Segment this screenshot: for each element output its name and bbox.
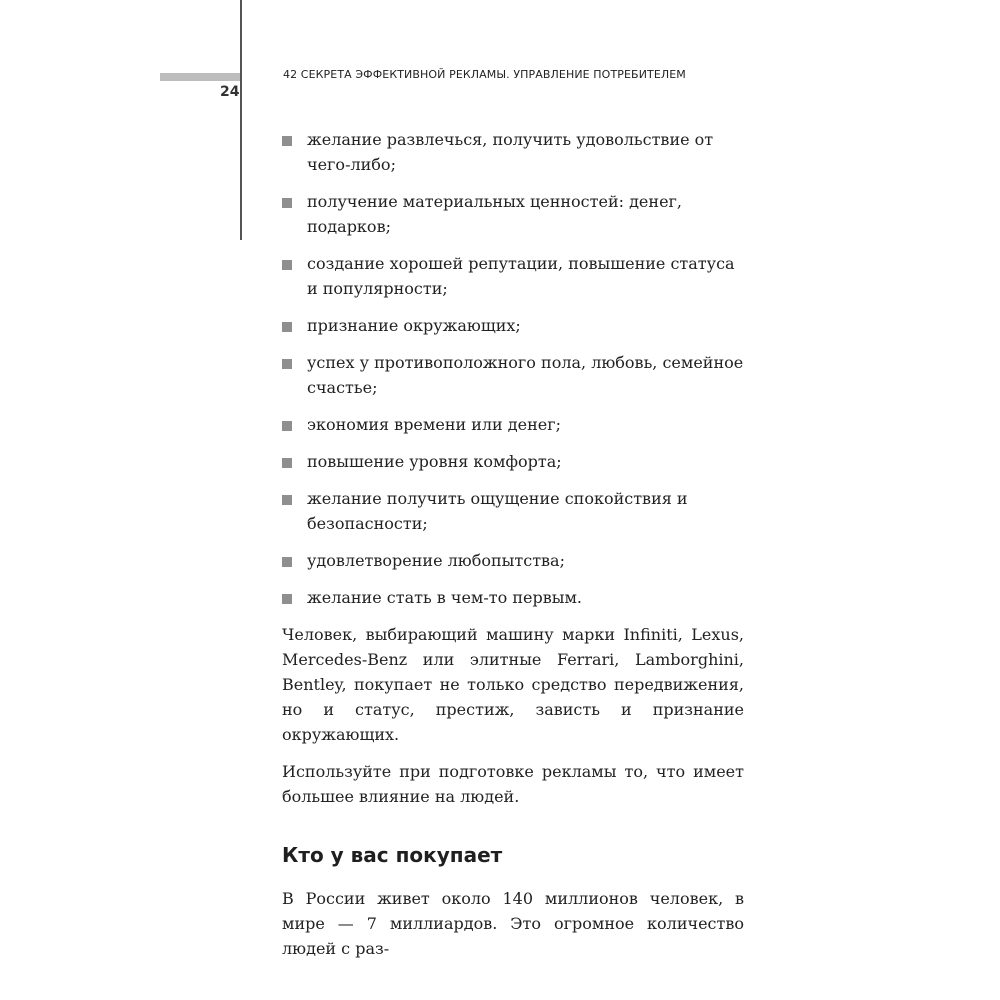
list-item-text: получение материальных ценностей: денег, подарков; [307,192,682,236]
list-item-text: желание развлечься, получить удовольствие от чего-либо; [307,130,714,174]
list-item-text: повышение уровня комфорта; [307,452,562,471]
list-item-text: желание стать в чем-то первым. [307,588,582,607]
paragraph-luxury-cars: Человек, выбирающий машину марки Infiniti, Lexus, Mercedes-Benz или элитные Ferrari, Lamborghini, Bentley, покупает не только средство передвижения, но и статус, престиж, зависть и признание окружающих. [282,625,744,744]
list-item [282,189,744,239]
list-item [282,585,744,610]
square-bullet-icon [282,198,292,208]
list-item [282,313,744,338]
list-item-text: удовлетворение любопытства; [307,551,565,570]
square-bullet-icon [282,421,292,431]
list-item [282,127,744,177]
list-item [282,412,744,437]
page-number-bar [160,73,240,81]
square-bullet-icon [282,594,292,604]
square-bullet-icon [282,359,292,369]
list-item-text: успех у противоположного пола, любовь, семейное счастье; [307,353,744,397]
margin-vertical-rule [240,0,242,240]
square-bullet-icon [282,260,292,270]
square-bullet-icon [282,458,292,468]
list-item [282,548,744,573]
square-bullet-icon [282,495,292,505]
paragraph-advice: Используйте при подготовке рекламы то, что имеет большее влияние на людей. [282,762,744,806]
bullet-list [282,127,744,610]
list-item [282,486,744,536]
list-item [282,350,744,400]
section-heading: Кто у вас покупает [282,843,503,867]
list-item [282,251,744,301]
list-item [282,449,744,474]
list-item-text: экономия времени или денег; [307,415,562,434]
page-number: 24 [220,84,240,100]
list-item-text: желание получить ощущение спокойствия и безопасности; [307,489,688,533]
list-item-text: признание окружающих; [307,316,521,335]
square-bullet-icon [282,557,292,567]
page-body [282,127,744,973]
running-title: 42 СЕКРЕТА ЭФФЕКТИВНОЙ РЕКЛАМЫ. УПРАВЛЕНИЕ ПОТРЕБИТЕЛЕМ [283,68,686,81]
square-bullet-icon [282,136,292,146]
square-bullet-icon [282,322,292,332]
paragraph-population: В России живет около 140 миллионов человек, в мире — 7 миллиардов. Это огромное количество людей с раз- [282,889,744,958]
list-item-text: создание хорошей репутации, повышение статуса и популярности; [307,254,735,298]
